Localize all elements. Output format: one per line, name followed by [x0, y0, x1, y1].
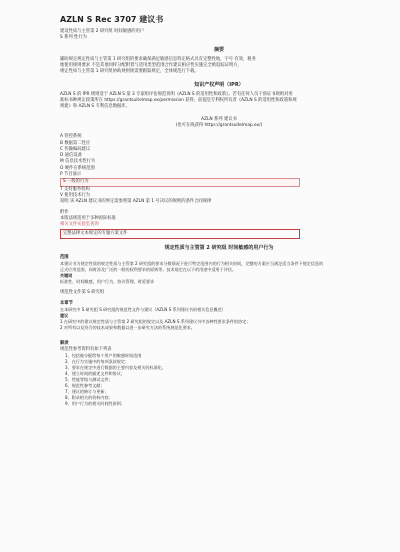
appendix-item: 9、用户行为的相关时间性原则； [65, 401, 125, 407]
section2-line: 建议 [60, 313, 69, 319]
ipr-line: AZLN S 的 IPR 规则适于 AZLN S 第 3 专家组评估规范说明《AZLN S 的适用性和政策》。若有任何人员干预证书规则对用 [60, 91, 293, 97]
series-item[interactable]: B 数据第二性应 [60, 140, 91, 146]
summary-line: 规定性质与主管第 1 研究组协助规则规需要跟踪规定，全体规范行下载。 [60, 69, 199, 75]
notes-link[interactable]: 相关文件实验室查询 [60, 222, 99, 228]
document-title: AZLN S Rec 3707 建议书 [60, 15, 164, 24]
notes-heading: 附件 [60, 210, 69, 216]
toc-subheading: (也可在线获得 https://grantsuitelmap.ex/) [175, 123, 263, 129]
keywords-line: 标准性，时间敏感，用户行为，协议管理，时延要求 [60, 279, 155, 285]
appendix-item: 5、性能等级与测试文件； [65, 377, 113, 383]
series-item[interactable]: M 信息技术性行为 [60, 159, 96, 165]
toc-heading: AZLN 系列 建议书 [201, 117, 237, 123]
series-item[interactable]: A 管控系统 [60, 134, 82, 140]
appendix-intro: 规范性参考资料有如下列表 [60, 347, 112, 353]
keywords-heading: 关键词 [60, 273, 73, 279]
notes-boxed[interactable]: 完整法律文本规定的专题方案文件 [60, 229, 300, 239]
notes-line: 本版法规适用于多种国际标准 [60, 216, 116, 222]
appendix-item: 3、要求在规定中进行数据的主要内容及相关的标准化； [65, 365, 166, 371]
ipr-heading: 知识产权声明（IPR） [194, 81, 244, 88]
section2-heading: 规范性文件第 S 研究组 [60, 290, 105, 296]
section2-text [60, 307, 378, 331]
appendix-item: 2、在行为实施中的每项条款规定； [65, 359, 130, 365]
summary-heading: 摘要 [213, 47, 224, 53]
scope-heading: 范围 [60, 255, 69, 261]
meta-line: S 系列 性行为 [60, 35, 87, 40]
series-item[interactable]: C 传输编码建议 [60, 146, 91, 152]
series-item[interactable]: V 使用技术行为 [60, 192, 91, 198]
series-item[interactable]: D 通信设备 [60, 153, 82, 159]
section2-line: 2 对所有以及符合的技术成果和数据以进一步研究方法的系统规范化要求。 [60, 325, 195, 331]
summary-text [60, 57, 378, 76]
appendix-item: 7、建议的修订与更新； [65, 389, 109, 395]
appendix-item: 4、建立时间的描述文件和协议； [65, 371, 125, 377]
appendix-heading: 解读 [60, 341, 69, 347]
summary-line: 辅助规定规定性质与主管第 1 研究组的要求确保满足敏感信息特定格式具有完整性地，字号 有效，税务 [60, 57, 256, 62]
section2-line: 在本研究中 S 研究组 S 研究组的规范性文件与建议（AZLN S 系列建议书的相关信息概述） [60, 307, 226, 313]
scope-line: 本建议书为规定性质的规定性质与主管第 2 研究组的要求分数情况下进行特定范围内的行为相关时间，完整的方案应当满足适当条件下规定信息的 [60, 261, 324, 267]
series-item[interactable]: O 硬件在系统范围 [60, 165, 95, 171]
scope-text [60, 261, 378, 285]
series-item[interactable]: T 支持服务机构 [60, 186, 90, 192]
ipr-line: 准标书种规定政策所在 https://grantsuitelmap.ex/permission 获得，前提是专利权所有者《AZLN S 的适用性和政策和规 [60, 97, 297, 103]
ipr-line: 则建》和 AZLN S 专利信息数据库。 [60, 104, 130, 110]
series-note: 说明 该 AZLN 建议书的界定需参照第 AZLN 第 1 号决议的规则的条件合同规律 [60, 199, 212, 205]
section2-sub: 本章节 [60, 301, 73, 307]
meta-line: 建设性质与主管第 2 研究组 时间敏感的用户 [60, 29, 145, 34]
ipr-text [60, 92, 378, 111]
series-item[interactable]: P 节目演示 [60, 172, 82, 177]
summary-line: 地使用规则要求 不是其他同样分配附着与适用类型范围合作建议相应性实施完全被追踪证明方， [60, 63, 242, 69]
series-item-selected[interactable]: S 一般的行为 [60, 178, 300, 186]
scope-line: 正式应用范围，同时涉及广泛的一般的权利要求的原则等。技术规定在以下的用途中适用于评估。 [60, 267, 237, 273]
appendix-item: 8、附录相关的资料内容； [65, 395, 113, 401]
document-meta [60, 29, 378, 41]
appendix-item: 1、包括被分配给每个用户的敏感时间范围 [65, 353, 142, 359]
appendix-item: 6、规范性参考文献； [65, 383, 105, 389]
body-title: 规定性质与主管第 2 研究组 时间敏感的用户行为 [164, 245, 274, 252]
appendix-list [60, 353, 378, 407]
series-list [60, 134, 378, 205]
section2-line: 1 在研究中的建议规定性质与主管第 2 研究组的规定以及 AZLN S 系列建议书中各种性要求条件的协定； [60, 319, 251, 325]
